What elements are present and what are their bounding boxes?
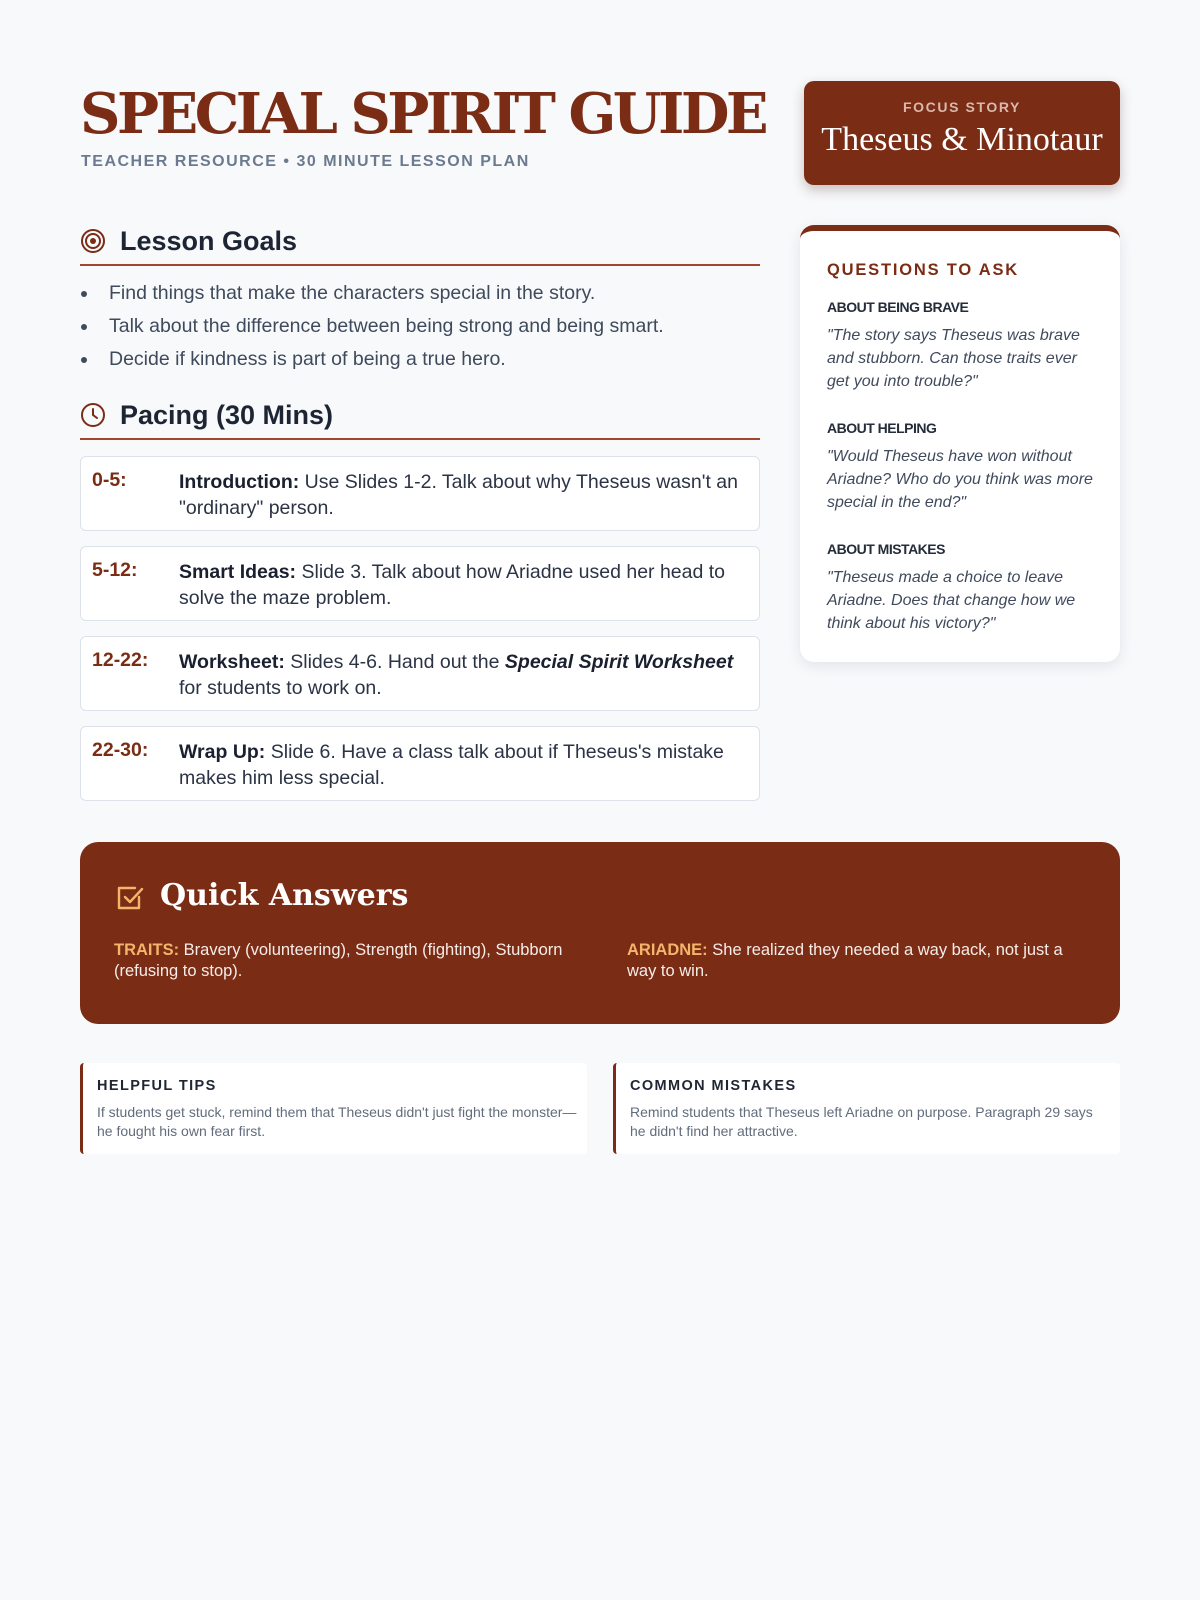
pacing-time: 0-5: bbox=[92, 469, 127, 491]
lesson-goals-title: Lesson Goals bbox=[120, 226, 298, 256]
pacing-text: Use Slides 1-2. Talk about why Theseus wasn't an "ordinary" person. bbox=[179, 471, 738, 519]
pacing-label: Smart Ideas: bbox=[179, 561, 297, 583]
goal-item: Talk about the difference between being strong and being smart. bbox=[80, 311, 760, 344]
pacing-label: Wrap Up: bbox=[179, 741, 266, 763]
questions-card bbox=[800, 225, 1120, 662]
focus-story-title: Theseus & Minotaur bbox=[821, 121, 1103, 158]
checkbox-icon bbox=[115, 883, 145, 913]
quick-answers-panel bbox=[80, 842, 1120, 1024]
quick-answers-title: Quick Answers bbox=[160, 878, 409, 913]
page-subtitle: TEACHER RESOURCE • 30 MINUTE LESSON PLAN bbox=[81, 153, 530, 170]
pacing-row bbox=[80, 546, 760, 621]
pacing-text: for students to work on. bbox=[179, 677, 382, 699]
quick-answer-item bbox=[114, 940, 579, 982]
quick-answer-key: ARIADNE: bbox=[627, 941, 708, 959]
page-title: SPECIAL SPIRIT GUIDE bbox=[80, 81, 766, 147]
question-label: ABOUT MISTAKES bbox=[827, 541, 945, 557]
common-mistakes-card bbox=[613, 1063, 1120, 1154]
quick-answer-text: She realized they needed a way back, not just a way to win. bbox=[627, 941, 1063, 980]
question-text: "Theseus made a choice to leave Ariadne. Does that change how we think about his victory?" bbox=[827, 569, 1076, 632]
goal-item: Find things that make the characters special in the story. bbox=[80, 278, 760, 311]
quick-answer-item bbox=[627, 940, 1092, 982]
pacing-row bbox=[80, 726, 760, 801]
worksheet-title: Special Spirit Worksheet bbox=[504, 651, 734, 673]
quick-answer-text: Bravery (volunteering), Strength (fighting), Stubborn (refusing to stop). bbox=[114, 941, 563, 980]
pacing-row bbox=[80, 456, 760, 531]
pacing-title: Pacing (30 Mins) bbox=[120, 400, 334, 430]
tip-title: HELPFUL TIPS bbox=[97, 1078, 217, 1094]
pacing-heading bbox=[80, 398, 760, 440]
pacing-time: 5-12: bbox=[92, 559, 138, 581]
tip-text: If students get stuck, remind them that Theseus didn't just fight the monster—he fought his own fear first. bbox=[97, 1104, 577, 1139]
question-label: ABOUT HELPING bbox=[827, 420, 937, 436]
pacing-time: 22-30: bbox=[92, 739, 149, 761]
question-item bbox=[827, 299, 1097, 393]
focus-story-card bbox=[804, 81, 1120, 185]
pacing-description bbox=[179, 469, 744, 521]
pacing-description bbox=[179, 739, 744, 791]
pacing-description bbox=[179, 559, 744, 611]
pacing-text: Slide 3. Talk about how Ariadne used her head to solve the maze problem. bbox=[179, 561, 726, 609]
tip-title: COMMON MISTAKES bbox=[630, 1078, 797, 1094]
clock-icon bbox=[80, 402, 106, 428]
question-item bbox=[827, 420, 1097, 514]
pacing-text: Slides 4-6. Hand out the bbox=[290, 651, 500, 673]
lesson-goals-heading bbox=[80, 224, 760, 266]
question-text: "The story says Theseus was brave and stubborn. Can those traits ever get you into trouble?" bbox=[827, 327, 1080, 390]
focus-story-label: FOCUS STORY bbox=[903, 99, 1021, 115]
tip-text: Remind students that Theseus left Ariadne on purpose. Paragraph 29 says he didn't find her attractive. bbox=[630, 1104, 1093, 1139]
pacing-label: Introduction: bbox=[179, 471, 300, 493]
quick-answer-key: TRAITS: bbox=[114, 941, 180, 959]
pacing-time: 12-22: bbox=[92, 649, 149, 671]
pacing-label: Worksheet: bbox=[179, 651, 285, 673]
pacing-row bbox=[80, 636, 760, 711]
question-label: ABOUT BEING BRAVE bbox=[827, 299, 969, 315]
helpful-tips-card bbox=[80, 1063, 587, 1154]
question-text: "Would Theseus have won without Ariadne? Who do you think was more special in the end?" bbox=[827, 448, 1093, 511]
pacing-description bbox=[179, 649, 744, 701]
pacing-text: Slide 6. Have a class talk about if Theseus's mistake makes him less special. bbox=[179, 741, 724, 789]
question-item bbox=[827, 541, 1097, 635]
goal-item: Decide if kindness is part of being a true hero. bbox=[80, 344, 760, 377]
target-icon bbox=[80, 228, 106, 254]
lesson-goals-list bbox=[80, 278, 760, 377]
questions-title: QUESTIONS TO ASK bbox=[827, 261, 1019, 279]
